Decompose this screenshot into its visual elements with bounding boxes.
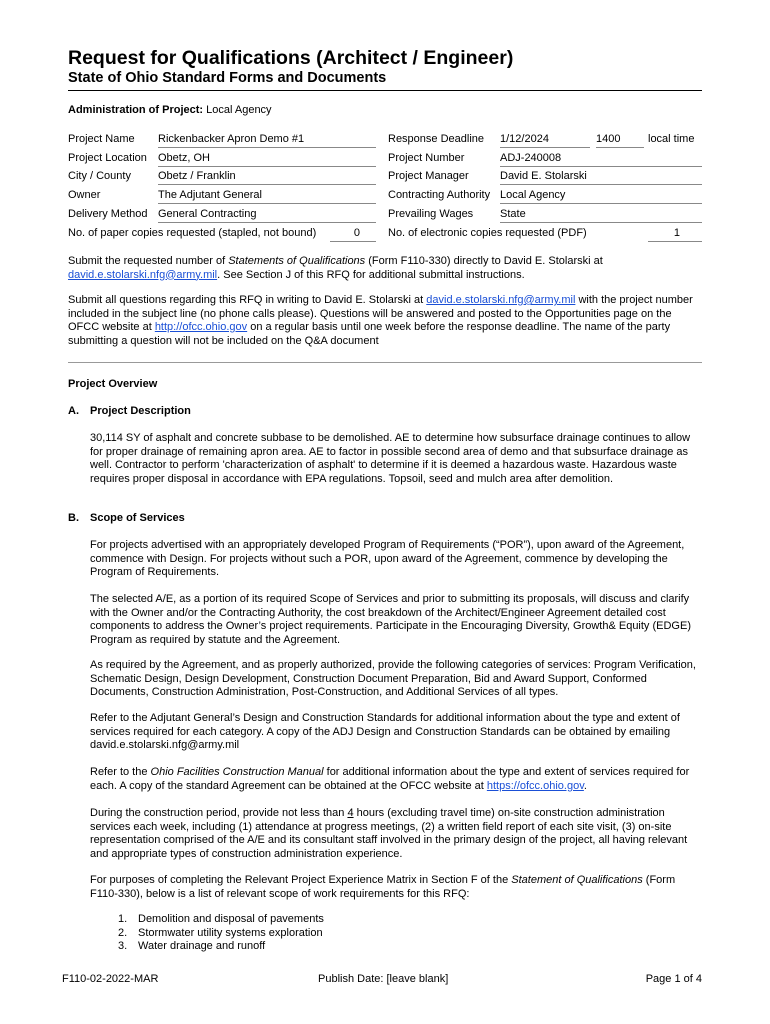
project-overview-heading: Project Overview	[68, 378, 158, 390]
site-hours-value: 4	[347, 807, 354, 819]
scope-paragraph-2: The selected A/E, as a portion of its required Scope of Services and prior to submitting its proposals, will discuss and clarify with the Owner and/or the Contracting Authority, the cost breakdown of the Architect/Engineer Agreement detailed cost components to address the Owner’s project requirements. Participate in the Encouraging Diversity, Growth& Equity (EDGE) Program as required by statute and the Agreement.	[90, 593, 691, 646]
project-name-field[interactable]: Rickenbacker Apron Demo #1	[158, 133, 376, 148]
project-manager-field[interactable]: David E. Stolarski	[500, 170, 702, 185]
publish-date: Publish Date: [leave blank]	[318, 973, 449, 985]
delivery-method-field[interactable]: General Contracting	[158, 208, 376, 223]
submittal-email-link[interactable]: david.e.stolarski.nfg@army.mil	[68, 268, 218, 281]
response-deadline-time-field[interactable]: 1400	[596, 133, 644, 148]
prevailing-wages-label: Prevailing Wages	[388, 208, 474, 220]
owner-field[interactable]: The Adjutant General	[158, 189, 376, 204]
project-number-label: Project Number	[388, 152, 465, 164]
document-subtitle: State of Ohio Standard Forms and Documents	[68, 70, 387, 86]
section-a-letter: A.	[68, 405, 79, 417]
scope-requirements-list	[118, 913, 324, 954]
city-county-label: City / County	[68, 170, 131, 182]
scope-paragraph-6: During the construction period, provide not less than 4 hours (excluding travel time) on-site construction administration services each week, including (1) attendance at progress meetings, (2) a written field report of each site visit, (3) on-site representation comprised of the A/E and its consultant staff involved in the primary design of the project, all having relevant and appropriate types of construction administration experience.	[90, 807, 688, 860]
section-b-letter: B.	[68, 512, 79, 524]
section-a-title: Project Description	[90, 405, 191, 417]
owner-label: Owner	[68, 189, 101, 201]
contracting-authority-field[interactable]: Local Agency	[500, 189, 702, 204]
ofcc-website-link[interactable]: http://ofcc.ohio.gov	[154, 321, 248, 333]
scope-paragraph-1: For projects advertised with an appropriately developed Program of Requirements (“POR”), upon award of the Agreement, commence with Design. For projects without such a POR, upon award of the Agreement, commence by developing the Program of Requirements.	[90, 539, 685, 578]
admin-label: Administration of Project:	[68, 104, 204, 116]
project-number-field[interactable]: ADJ-240008	[500, 152, 702, 167]
project-manager-label: Project Manager	[388, 170, 469, 182]
title-rule	[68, 90, 702, 91]
scope-paragraph-5: Refer to the Ohio Facilities Construction Manual for additional information about the type and extent of services required for each. A copy of the standard Agreement can be obtained at the OFCC website at https://ofcc.ohio.gov.	[90, 766, 690, 792]
response-deadline-date-field[interactable]: 1/12/2024	[500, 133, 590, 148]
project-location-field[interactable]: Obetz, OH	[158, 152, 376, 167]
prevailing-wages-field[interactable]: State	[500, 208, 702, 223]
form-number: F110-02-2022-MAR	[62, 973, 159, 985]
page-number: Page 1 of 4	[645, 973, 702, 985]
list-item: 2. Stormwater utility systems exploration	[118, 926, 323, 939]
scope-paragraph-3: As required by the Agreement, and as properly authorized, provide the following categories of services: Program Verification, Schematic Design, Design Development, Construction Document Preparation, Bid and Award Support, Conformed Documents, Construction Administration, Post-Construction, and Additional Services of all types.	[90, 659, 696, 698]
project-description-text: 30,114 SY of asphalt and concrete subbase to be demolished. AE to determine how subsurface drainage continues to allow for proper drainage of remaining apron area. AE to factor in possible second area of demo and that subsurface drainage as well. Contractor to perform 'characterization of asphalt' to determine if it is deemed a hazardous waste. Hazardous waste requires proper disposal in accordance with EPA regulations. Topsoil, seed and mulch area after demolition.	[90, 432, 691, 485]
questions-email-link[interactable]: david.e.stolarski.nfg@army.mil	[426, 294, 576, 306]
project-name-label: Project Name	[68, 133, 135, 145]
paper-copies-field[interactable]: 0	[330, 227, 376, 242]
paper-copies-label: No. of paper copies requested (stapled, not bound)	[68, 227, 317, 239]
response-deadline-label: Response Deadline	[388, 133, 485, 145]
section-b-title: Scope of Services	[90, 512, 185, 524]
section-divider	[68, 362, 702, 363]
admin-line	[68, 104, 272, 118]
contracting-authority-label: Contracting Authority	[388, 189, 491, 201]
submittal-paragraph: Submit the requested number of Statements of Qualifications (Form F110-330) directly to David E. Stolarski at david.e.stolarski.nfg@army.mil. See Section J of this RFQ for additional submittal instructions.	[68, 255, 603, 281]
admin-value: Local Agency	[206, 104, 272, 116]
list-item: 3. Water drainage and runoff	[118, 940, 266, 952]
document-title: Request for Qualifications (Architect / Engineer)	[68, 47, 514, 69]
questions-paragraph: Submit all questions regarding this RFQ in writing to David E. Stolarski at david.e.stolarski.nfg@army.mil with the project number included in the subject line (no phone calls please). Questions will be answered and posted to the Opportunities page on the OFCC website at http://ofcc.ohio.gov on a regular basis until one week before the response deadline. The name of the party submitting a question will not be included on the Q&A document	[68, 294, 693, 347]
electronic-copies-label: No. of electronic copies requested (PDF)	[388, 227, 587, 239]
scope-paragraph-4: Refer to the Adjutant General’s Design and Construction Standards for additional information about the type and extent of services required for each category. A copy of the ADJ Design and Construction Standards can be obtained by emailing david.e.stolarski.nfg@army.mil	[90, 712, 680, 751]
scope-paragraph-7: For purposes of completing the Relevant Project Experience Matrix in Section F of the Statement of Qualifications (Form F110-330), below is a list of relevant scope of work requirements for this RFQ:	[90, 874, 676, 900]
project-location-label: Project Location	[68, 152, 147, 164]
electronic-copies-field[interactable]: 1	[648, 227, 702, 242]
delivery-method-label: Delivery Method	[68, 208, 148, 220]
city-county-field[interactable]: Obetz / Franklin	[158, 170, 376, 185]
list-item: 1. Demolition and disposal of pavements	[118, 913, 324, 925]
local-time-label: local time	[648, 133, 695, 145]
ofcc-agreement-link[interactable]: https://ofcc.ohio.gov	[486, 779, 584, 792]
